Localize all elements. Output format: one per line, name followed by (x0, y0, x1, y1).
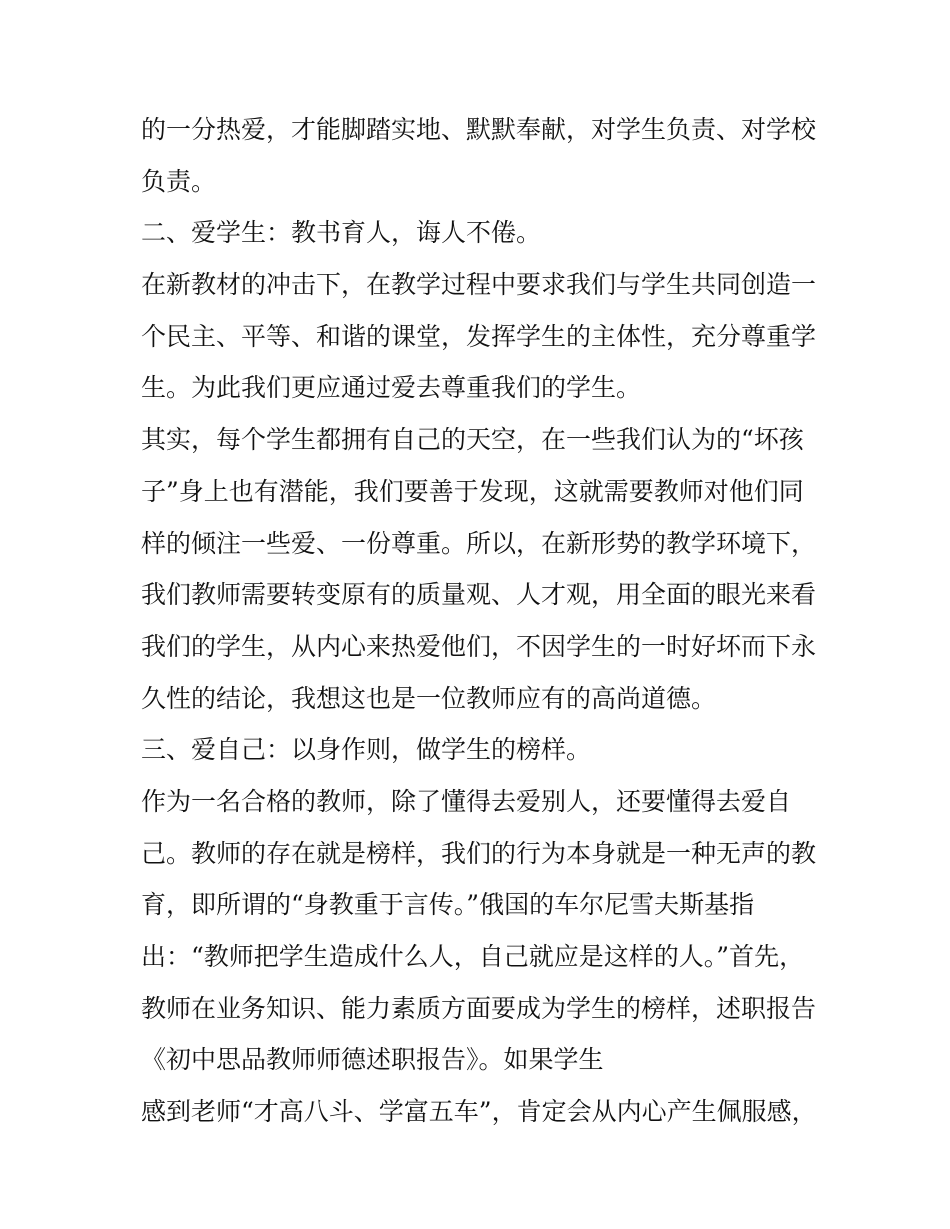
text-line: 在新教材的冲击下，在教学过程中要求我们与学生共同创造一 (141, 270, 817, 300)
text-line: 其实，每个学生都拥有自己的天空，在一些我们认为的“坏孩 (141, 425, 804, 455)
document-body (141, 104, 821, 1138)
text-line: 生。为此我们更应通过爱去尊重我们的学生。 (141, 373, 642, 403)
text-line: 《初中思品教师师德述职报告》。如果学生 (141, 1045, 604, 1075)
section-heading: 三、爱自己：以身作则，做学生的榜样。 (141, 735, 592, 765)
section-heading: 二、爱学生：教书育人，诲人不倦。 (141, 218, 542, 248)
text-line: 作为一名合格的教师，除了懂得去爱别人，还要懂得去爱自 (141, 786, 792, 816)
text-line: 个民主、平等、和谐的课堂，发挥学生的主体性，充分尊重学 (141, 321, 817, 351)
text-line: 子”身上也有潜能，我们要善于发现，这就需要教师对他们同 (141, 476, 804, 506)
text-line: 的一分热爱，才能脚踏实地、默默奉献，对学生负责、对学校 (141, 115, 817, 144)
text-line: 感到老师“才高八斗、学富五车”，肯定会从内心产生佩服感， (141, 1097, 817, 1127)
text-line: 我们的学生，从内心来热爱他们，不因学生的一时好坏而下永 (141, 631, 817, 661)
text-line: 育，即所谓的“身教重于言传。”俄国的车尔尼雪夫斯基指 (141, 890, 755, 920)
text-line: 己。教师的存在就是榜样，我们的行为本身就是一种无声的教 (141, 838, 817, 868)
text-line: 我们教师需要转变原有的质量观、人才观，用全面的眼光来看 (141, 580, 817, 610)
text-line: 负责。 (141, 166, 217, 196)
text-line: 久性的结论，我想这也是一位教师应有的高尚道德。 (141, 683, 717, 713)
text-line: 教师在业务知识、能力素质方面要成为学生的榜样，述职报告 (141, 993, 817, 1023)
text-line: 样的倾注一些爱、一份尊重。所以，在新形势的教学环境下， (141, 528, 817, 558)
text-line: 出：“教师把学生造成什么人，自己就应是这样的人。”首先， (141, 942, 805, 971)
